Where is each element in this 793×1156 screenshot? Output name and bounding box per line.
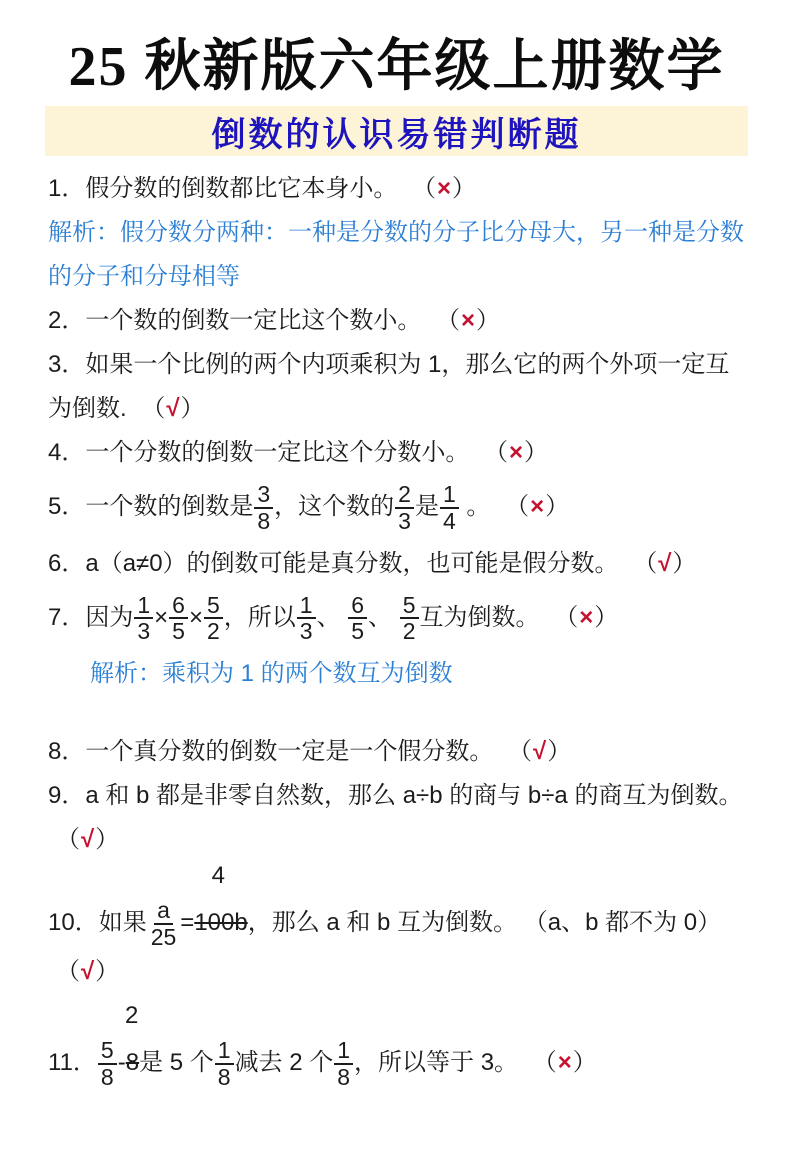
paren-open: （ <box>56 957 80 985</box>
fraction <box>297 593 316 645</box>
answer-mark <box>436 307 500 334</box>
question-text: 3．如果一个比例的两个内项乘积为 1，那么它的两个外项一定互为倒数. <box>48 351 730 422</box>
paren-open: （ <box>484 439 509 466</box>
fraction <box>348 593 367 645</box>
fraction <box>98 1038 117 1090</box>
check-mark: √ <box>81 826 95 854</box>
fraction-denominator: 5 <box>172 618 185 645</box>
subtitle: 倒数的认识易错判断题 <box>211 116 582 154</box>
question-text: × <box>154 603 169 631</box>
fraction <box>395 482 414 534</box>
analysis-1 <box>48 211 749 299</box>
answer-mark <box>484 439 548 466</box>
fraction-denominator: 3 <box>137 618 151 645</box>
question-text: 、 <box>368 603 399 631</box>
check-mark: √ <box>533 738 547 766</box>
question-5 <box>48 475 749 542</box>
paren-open: （ <box>554 603 579 631</box>
corrected-term <box>125 1002 140 1085</box>
question-1 <box>48 167 749 211</box>
paren-close: ） <box>95 826 120 854</box>
question-4 <box>48 431 749 475</box>
answer-mark <box>554 604 618 631</box>
fraction <box>134 593 153 645</box>
paren-open: （ <box>505 493 530 521</box>
analysis-text: 解析：假分数分两种：一种是分数的分子比分母大，另一种是分数的分子和分母相等 <box>48 219 744 290</box>
fraction-numerator: 5 <box>98 1038 117 1065</box>
paren-close: ） <box>594 603 619 631</box>
worksheet-page <box>0 34 793 1156</box>
paren-close: ） <box>524 439 549 466</box>
answer-mark <box>56 826 119 853</box>
paren-close: ） <box>572 1049 597 1077</box>
fraction-numerator: 5 <box>204 593 223 620</box>
question-text: ，这个数的 <box>274 493 395 521</box>
fraction-denominator: 2 <box>206 618 220 645</box>
paren-open: （ <box>532 1049 557 1077</box>
answer-mark <box>56 958 119 985</box>
strikethrough-text: 8 <box>125 1049 140 1077</box>
question-text: 8．一个真分数的倒数一定是一个假分数。 <box>48 738 501 766</box>
fraction-denominator: 8 <box>100 1063 114 1090</box>
fraction-denominator: 8 <box>337 1063 351 1090</box>
subtitle-banner <box>45 106 748 156</box>
question-text: 11． <box>48 1049 97 1077</box>
fraction-numerator: 1 <box>297 593 316 620</box>
answer-mark <box>508 738 571 765</box>
fraction-denominator: 4 <box>442 507 456 534</box>
question-text: × <box>188 603 203 631</box>
answer-mark <box>505 493 569 520</box>
question-text: ，那么 a 和 b 互为倒数。 （a、b 都不为 0） <box>247 909 722 937</box>
strikethrough-text: 100b <box>194 909 248 937</box>
paren-close: ） <box>672 549 697 577</box>
paren-open: （ <box>633 549 658 577</box>
analysis-7 <box>48 652 749 696</box>
fraction-numerator: 3 <box>254 482 273 509</box>
question-text: 、 <box>316 603 348 631</box>
answer-mark <box>141 395 204 422</box>
paren-close: ） <box>180 395 205 422</box>
check-mark: √ <box>658 549 672 577</box>
answer-mark <box>633 550 696 577</box>
question-text: ，所以等于 3。 <box>354 1049 525 1077</box>
question-11 <box>48 1002 749 1098</box>
fraction-denominator: 25 <box>150 924 177 951</box>
fraction-denominator: 8 <box>257 507 271 534</box>
cross-mark: × <box>530 493 545 521</box>
paren-open: （ <box>56 826 80 854</box>
fraction <box>334 1038 353 1090</box>
cross-mark: × <box>509 439 524 466</box>
paren-close: ） <box>452 175 477 202</box>
paren-close: ） <box>545 493 570 521</box>
question-text: 2．一个数的倒数一定比这个数小。 <box>48 307 429 334</box>
paren-open: （ <box>436 307 461 334</box>
paren-close: ） <box>547 738 572 766</box>
cross-mark: × <box>557 1049 572 1077</box>
question-text: = <box>180 909 195 937</box>
cross-mark: × <box>437 175 452 202</box>
fraction-denominator: 8 <box>217 1063 231 1090</box>
fraction <box>400 593 419 645</box>
question-text: 7．因为 <box>48 603 134 631</box>
paren-close: ） <box>476 307 501 334</box>
fraction-numerator: 5 <box>400 593 419 620</box>
paren-open: （ <box>141 395 166 422</box>
answer-mark <box>412 175 476 202</box>
question-text: 减去 2 个 <box>234 1049 334 1077</box>
question-10 <box>48 862 749 1002</box>
question-text: 9．a 和 b 都是非零自然数，那么 a÷b 的商与 b÷a 的商互为倒数。 <box>48 782 743 810</box>
question-text: ，所以 <box>223 603 296 631</box>
question-text: 互为倒数。 <box>419 603 547 631</box>
fraction <box>148 898 180 950</box>
question-text: 。 <box>459 493 498 521</box>
question-text: - <box>117 1049 126 1077</box>
fraction-denominator: 2 <box>402 618 416 645</box>
paren-close: ） <box>95 957 120 985</box>
corrected-term <box>194 862 248 945</box>
question-9 <box>48 774 749 862</box>
fraction-numerator: 1 <box>440 482 459 509</box>
check-mark: √ <box>166 395 180 422</box>
fraction-numerator: 2 <box>395 482 414 509</box>
fraction <box>440 482 459 534</box>
worksheet-title: 25 秋新版六年级上册数学 <box>68 36 725 98</box>
question-2 <box>48 299 749 343</box>
question-7 <box>48 586 749 653</box>
paren-open: （ <box>412 175 437 202</box>
correction-annotation: 4 <box>211 862 226 890</box>
answer-mark <box>533 1049 597 1076</box>
questions-list <box>0 156 793 1098</box>
check-mark: √ <box>81 957 95 985</box>
fraction-numerator: 6 <box>348 593 367 620</box>
question-3 <box>48 343 749 431</box>
analysis-text: 解析：乘积为 1 的两个数互为倒数 <box>90 660 453 688</box>
question-text: 4．一个分数的倒数一定比这个分数小。 <box>48 439 477 466</box>
fraction <box>169 593 188 645</box>
fraction <box>254 482 273 534</box>
fraction-denominator: 3 <box>299 618 313 645</box>
question-text: 1．假分数的倒数都比它本身小。 <box>48 175 405 202</box>
question-text: 是 5 个 <box>139 1049 214 1077</box>
fraction <box>204 593 223 645</box>
cross-mark: × <box>579 603 594 631</box>
fraction-numerator: 1 <box>334 1038 353 1065</box>
question-text: 6．a（a≠0）的倒数可能是真分数，也可能是假分数。 <box>48 549 626 577</box>
fraction-numerator: 1 <box>134 593 153 620</box>
question-text: 10．如果 <box>48 909 147 937</box>
cross-mark: × <box>461 307 476 334</box>
fraction-denominator: 3 <box>398 507 411 534</box>
fraction-numerator: a <box>154 898 173 925</box>
question-text: 是 <box>414 493 439 521</box>
paren-open: （ <box>508 738 533 766</box>
fraction-denominator: 5 <box>351 618 365 645</box>
fraction <box>215 1038 234 1090</box>
question-6 <box>48 542 749 586</box>
question-8 <box>48 730 749 774</box>
fraction-numerator: 1 <box>215 1038 234 1065</box>
fraction-numerator: 6 <box>169 593 188 620</box>
correction-annotation: 2 <box>125 1002 139 1030</box>
question-text: 5．一个数的倒数是 <box>48 493 254 521</box>
